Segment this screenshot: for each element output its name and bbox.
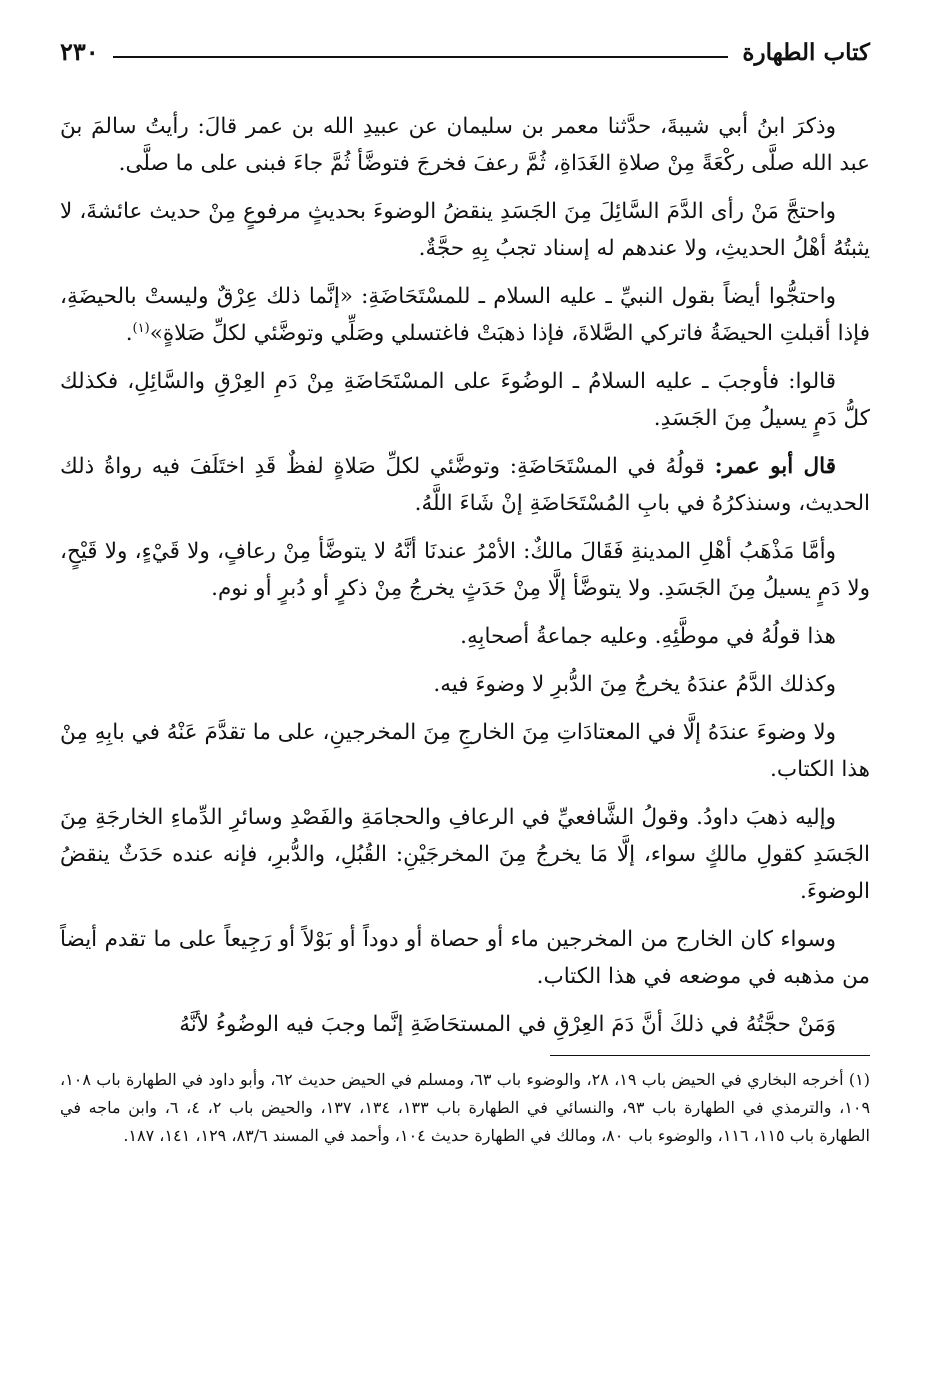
paragraph — [60, 363, 870, 437]
book-page — [60, 28, 870, 1150]
paragraph — [60, 666, 870, 703]
running-header — [60, 28, 870, 68]
paragraph — [60, 618, 870, 655]
paragraph-text: وإليه ذهبَ داودُ. وقولُ الشَّافعيِّ في الرعافِ والحجامَةِ والفَصْدِ وسائرِ الدِّماءِ الخارجَةِ مِنَ الجَسَدِ كقولِ مالكٍ سواء، إلَّا مَا يخرجُ مِنَ المخرجَيْنِ: القُبُلِ، والدُّبرِ، فإنه عنده حَدَثٌ ينقضُ الوضوءَ. — [60, 805, 870, 904]
paragraph — [60, 533, 870, 607]
paragraph-text: وسواء كان الخارج من المخرجين ماء أو حصاة أو دوداً أو بَوْلاً أو رَجِيعاً على ما تقدم أيضاً من مذهبه في موضعه في هذا الكتاب. — [60, 927, 870, 989]
paragraph-text: وَمَنْ حجَّتُهُ في ذلكَ أنَّ دَمَ العِرْقِ في المستحَاضَةِ إنَّما وجبَ فيه الوضُوءُ لأنَّهُ — [179, 1012, 836, 1037]
paragraph-text: هذا قولُهُ في موطَّئِهِ. وعليه جماعةُ أصحابِهِ. — [460, 624, 836, 649]
paragraph-text: واحتجُّوا أيضاً بقول النبيِّ ـ عليه السلام ـ للمسْتَحَاضَةِ: «إنَّما ذلك عِرْقٌ وليستْ بالحيضَةِ، فإذا أقبلتِ الحيضَةُ فاتركي الصَّلاةَ، فإذا ذهبَتْ فاغتسلي وصَلِّي وتوضَّئي لكلِّ صَلاةٍ» — [60, 284, 870, 346]
paragraph — [60, 448, 870, 522]
paragraph: واحتجُّوا أيضاً بقول النبيِّ ـ عليه السلام ـ للمسْتَحَاضَةِ: «إنَّما ذلك عِرْقٌ وليستْ بالحيضَةِ، فإذا أقبلتِ الحيضَةُ فاتركي الصَّلاةَ، فإذا ذهبَتْ فاغتسلي وصَلِّي وتوضَّئي لكلِّ صَلاةٍ»$^{(١)}$. — [60, 284, 870, 346]
paragraph — [60, 1006, 870, 1043]
paragraph — [60, 193, 870, 267]
paragraph-text: قولُهُ في المسْتَحَاضَةِ: وتوضَّئي لكلِّ صَلاةٍ لفظٌ قَدِ اختَلَفَ فيه رواةُ ذلك الحديث، وسنذكرُهُ في بابِ المُسْتَحَاضَةِ إنْ شَاءَ اللَّهُ. — [60, 454, 870, 516]
paragraph-text: وأمَّا مَذْهَبُ أهْلِ المدينةِ فَقَالَ مالكٌ: الأمْرُ عندنَا أنَّهُ لا يتوضَّأ مِنْ رعافٍ، ولا قَيْءٍ، ولا قَيْحٍ، ولا دَمٍ يسيلُ مِنَ الجَسَدِ. ولا يتوضَّأ إلَّا مِنْ حَدَثٍ يخرجُ مِنْ ذكرٍ أو دُبرٍ أو نوم. — [60, 539, 870, 601]
paragraph — [60, 714, 870, 788]
paragraph — [60, 799, 870, 910]
chapter-title: كتاب الطهارة — [742, 39, 870, 66]
main-text — [60, 108, 870, 1043]
paragraph-text: واحتجَّ مَنْ رأى الدَّمَ السَّائِلَ مِنَ الجَسَدِ ينقضُ الوضوءَ بحديثٍ مرفوعٍ مِنْ حديث عائشةَ، لا يثبتُهُ أهْلُ الحديثِ، ولا عندهم له إسناد تجبُ بِهِ حجَّةٌ. — [60, 199, 870, 261]
footnote-separator — [550, 1055, 870, 1056]
paragraph-text: قالوا: فأوجبَ ـ عليه السلامُ ـ الوضُوءَ على المسْتَحَاضَةِ مِنْ دَمِ العِرْقِ والسَّائِلِ، فكذلك كلُّ دَمٍ يسيلُ مِنَ الجَسَدِ. — [60, 369, 870, 431]
footnote-reference[interactable]: (١) — [132, 320, 150, 336]
paragraph — [60, 921, 870, 995]
speaker-lead: قال أبو عمر: — [714, 454, 836, 479]
paragraph-text: ولا وضوءَ عندَهُ إلَّا في المعتادَاتِ مِنَ الخارجِ مِنَ المخرجينِ، على ما تقدَّمَ عَنْهُ في بابِهِ مِنْ هذا الكتاب. — [60, 720, 870, 782]
header-rule — [113, 56, 729, 58]
footnote: (١) أخرجه البخاري في الحيض باب ١٩، ٢٨، والوضوء باب ٦٣، ومسلم في الحيض حديث ٦٢، وأبو داود في الطهارة باب ١٠٨، ١٠٩، والترمذي في الطهارة باب ٩٣، والنسائي في الطهارة باب ١٣٣، ١٣٤، ١٣٧، والحيض باب ٢، ٤، ٦، وابن ماجه في الطهارة باب ١١٥، ١١٦، والوضوء باب ٨٠، ومالك في الطهارة حديث ١٠٤، وأحمد في المسند ٨٣/٦، ١٢٩، ١٤١، ١٨٧. — [60, 1070, 871, 1145]
page-number: ٢٣٠ — [60, 37, 99, 66]
footnotes — [60, 1066, 870, 1150]
paragraph-text: وذكرَ ابنُ أبي شيبةَ، حدَّثنا معمر بن سليمان عن عبيدِ الله بن عمر قالَ: رأيتُ سالمَ بنَ عبد الله صلَّى ركْعَةً مِنْ صلاةِ الغَدَاةِ، ثُمَّ رعفَ فخرجَ فتوضَّأ ثُمَّ جاءَ فبنى على ما صلَّى. — [60, 114, 870, 176]
paragraph-text: وكذلك الدَّمُ عندَهُ يخرجُ مِنَ الدُّبرِ لا وضوءَ فيه. — [433, 672, 836, 697]
paragraph — [60, 108, 870, 182]
